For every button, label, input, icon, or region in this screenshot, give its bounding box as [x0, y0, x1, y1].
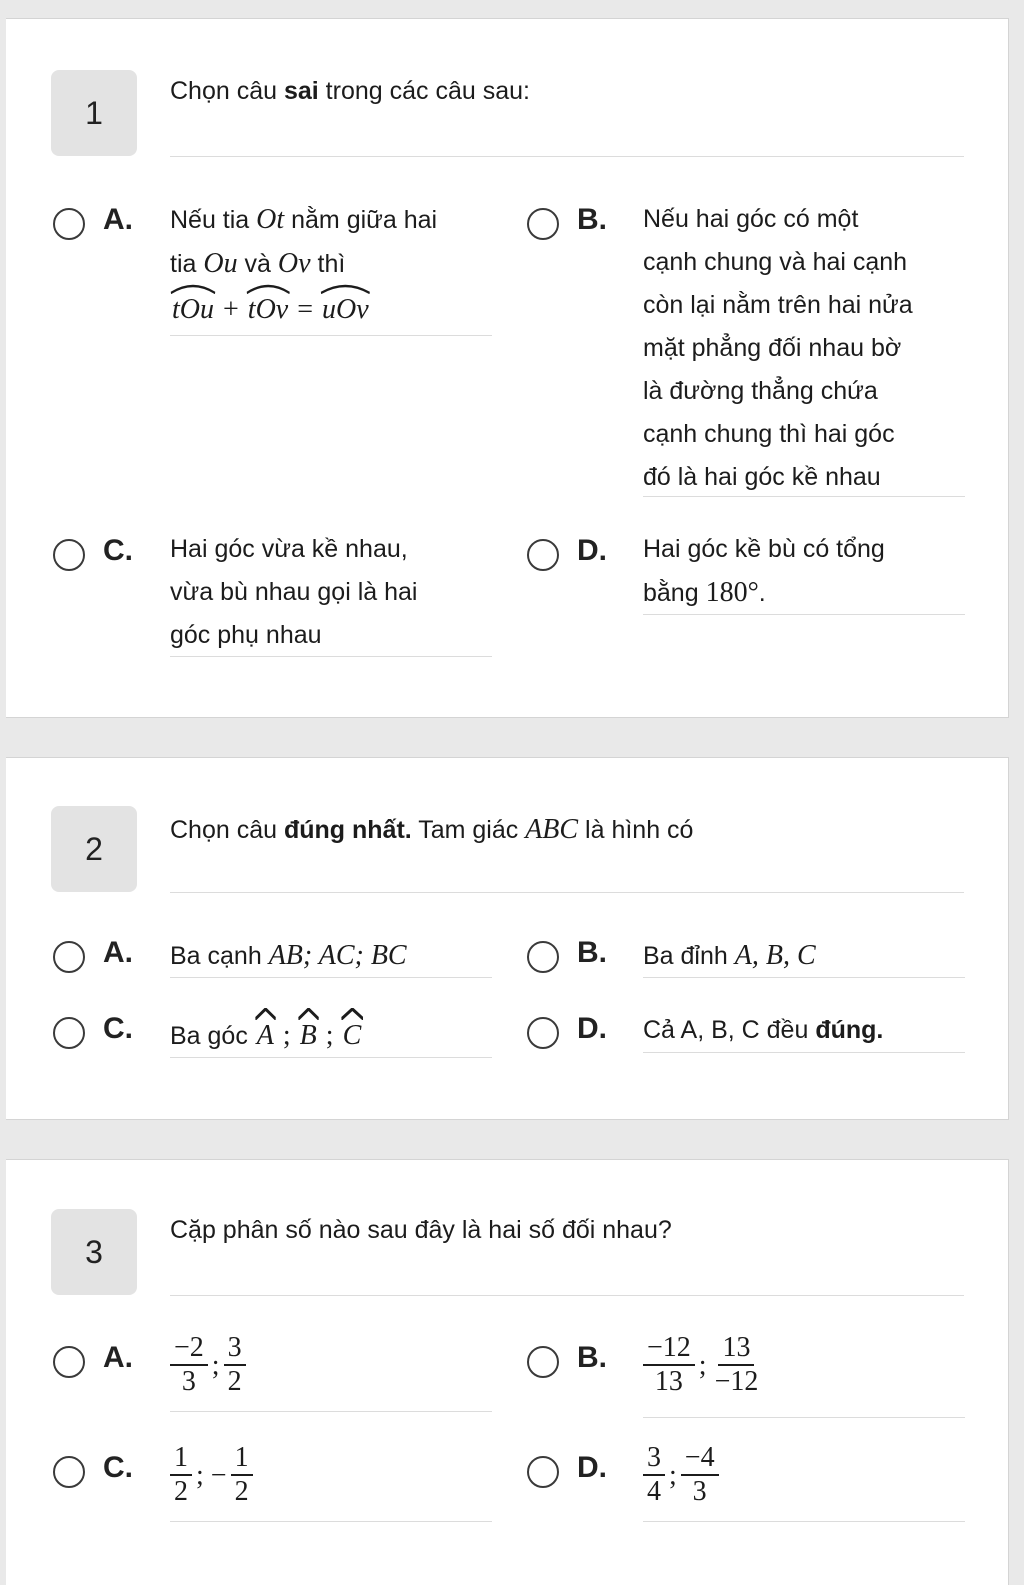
- option-a-radio[interactable]: [53, 208, 85, 240]
- angle-tov: [246, 288, 290, 331]
- option-d-text[interactable]: [643, 528, 965, 615]
- option-b-line: còn lại nằm trên hai nửa: [643, 291, 913, 319]
- option-a-label: Ba cạnh: [170, 942, 269, 970]
- option-a-letter: A.: [103, 1341, 133, 1374]
- option-d-degree-value: 180°: [705, 577, 759, 608]
- option-b-letter: B.: [577, 1341, 607, 1374]
- fraction: [681, 1442, 719, 1508]
- separator: ;: [275, 1020, 298, 1051]
- question-number-text: 2: [85, 830, 103, 867]
- angle-uov: [320, 288, 371, 331]
- option-d-underline: [643, 614, 965, 615]
- option-b-letter: B.: [577, 203, 607, 236]
- option-d-bold: đúng.: [815, 1016, 884, 1044]
- angle-uov-text: uOv: [322, 294, 369, 325]
- option-c-underline: [170, 1057, 492, 1058]
- prompt-underline: [170, 1295, 964, 1296]
- option-b-math: A, B, C: [734, 940, 816, 971]
- option-d-line: Hai góc kề bù có tổng: [643, 535, 885, 563]
- option-a-underline: [170, 335, 492, 336]
- option-d-period: .: [758, 579, 766, 607]
- denominator: 4: [647, 1476, 661, 1507]
- fraction: [711, 1332, 763, 1398]
- question-card-3: [6, 1159, 1009, 1585]
- option-a-underline: [170, 1411, 492, 1412]
- option-a-var-ot: Ot: [256, 204, 285, 235]
- denominator: 3: [181, 1366, 196, 1397]
- denominator: −12: [714, 1366, 759, 1397]
- numerator: −4: [681, 1442, 719, 1476]
- option-b-line: Nếu hai góc có một: [643, 205, 859, 233]
- option-b-line: đó là hai góc kề nhau: [643, 463, 881, 491]
- option-b-underline: [643, 977, 965, 978]
- separator: ; −: [196, 1459, 227, 1491]
- option-d-label: Cả A, B, C đều: [643, 1016, 816, 1044]
- option-c-line: góc phụ nhau: [170, 621, 322, 649]
- option-d-text[interactable]: [643, 1009, 965, 1052]
- option-b-underline: [643, 1417, 965, 1418]
- option-a-text[interactable]: [170, 198, 492, 332]
- separator: ;: [211, 1349, 220, 1381]
- option-d-letter: D.: [577, 534, 607, 567]
- equals-sign: =: [290, 294, 321, 325]
- fraction: [643, 1442, 665, 1508]
- option-a-line2-end: thì: [310, 250, 346, 278]
- option-c-text[interactable]: [170, 528, 492, 657]
- option-a-var-ou: Ou: [203, 248, 238, 279]
- question-prompt: Cặp phân số nào sau đây là hai số đối nhau?: [170, 1216, 672, 1244]
- option-d-radio[interactable]: [527, 1456, 559, 1488]
- plus-sign: +: [216, 294, 246, 325]
- option-c-underline: [170, 656, 492, 657]
- option-b-line: cạnh chung thì hai góc: [643, 420, 895, 448]
- numerator: −12: [643, 1332, 695, 1366]
- angle-tou-text: tOu: [172, 294, 214, 325]
- denominator: 13: [654, 1366, 683, 1397]
- option-b-label: Ba đỉnh: [643, 942, 735, 970]
- separator: ;: [669, 1459, 677, 1491]
- option-b-line: cạnh chung và hai cạnh: [643, 248, 908, 276]
- numerator: 1: [231, 1442, 253, 1476]
- prompt-var-abc: ABC: [525, 814, 579, 845]
- option-c-line: vừa bù nhau gọi là hai: [170, 578, 418, 606]
- question-prompt: [170, 71, 530, 111]
- option-c-radio[interactable]: [53, 1017, 85, 1049]
- option-c-text[interactable]: [170, 1014, 492, 1058]
- angle-tou: [170, 288, 216, 331]
- option-a-underline: [170, 977, 492, 978]
- fraction: [643, 1332, 695, 1398]
- prompt-bold-text: sai: [283, 77, 319, 105]
- numerator: 3: [643, 1442, 665, 1476]
- prompt-text-end: là hình có: [578, 816, 694, 844]
- option-c-label: Ba góc: [170, 1022, 255, 1050]
- option-c-radio[interactable]: [53, 1456, 85, 1488]
- option-b-letter: B.: [577, 936, 607, 969]
- fraction: [231, 1442, 253, 1508]
- option-d-text[interactable]: [643, 1442, 965, 1508]
- separator: ;: [318, 1020, 341, 1051]
- option-b-line: là đường thẳng chứa: [643, 377, 878, 405]
- question-prompt: [170, 810, 693, 850]
- denominator: 2: [234, 1476, 249, 1507]
- option-b-line: mặt phẳng đối nhau bờ: [643, 334, 902, 362]
- prompt-text-mid: Tam giác: [411, 816, 526, 844]
- option-a-letter: A.: [103, 203, 133, 236]
- option-c-letter: C.: [103, 1012, 133, 1045]
- prompt-underline: [170, 892, 964, 893]
- option-b-text[interactable]: [643, 1332, 965, 1398]
- option-d-radio[interactable]: [527, 539, 559, 571]
- fraction: [224, 1332, 246, 1398]
- option-a-text[interactable]: [170, 934, 492, 978]
- fraction: [170, 1442, 192, 1508]
- option-a-text[interactable]: [170, 1332, 492, 1398]
- prompt-text-end: trong các câu sau:: [318, 77, 530, 105]
- numerator: −2: [170, 1332, 208, 1366]
- denominator: 3: [692, 1476, 707, 1507]
- denominator: 2: [174, 1476, 188, 1507]
- question-card-2: [6, 757, 1009, 1120]
- question-card-1: [6, 18, 1009, 718]
- option-a-var-ov: Ov: [277, 248, 311, 279]
- option-a-line1-end: nằm giữa hai: [284, 206, 438, 234]
- question-number: [51, 806, 137, 892]
- question-number: [51, 1209, 137, 1295]
- prompt-text: Chọn câu: [170, 77, 284, 105]
- option-a-radio[interactable]: [53, 1346, 85, 1378]
- option-b-radio[interactable]: [527, 1346, 559, 1378]
- angle-a: [255, 1014, 276, 1057]
- fraction: [170, 1332, 208, 1398]
- question-number-text: 3: [85, 1233, 103, 1270]
- angle-a-text: A: [256, 1020, 274, 1051]
- option-c-letter: C.: [103, 534, 133, 567]
- numerator: 13: [718, 1332, 754, 1366]
- denominator: 2: [227, 1366, 242, 1397]
- option-b-radio[interactable]: [527, 208, 559, 240]
- angle-b-text: B: [299, 1020, 317, 1051]
- option-c-line: Hai góc vừa kề nhau,: [170, 535, 408, 563]
- option-d-radio[interactable]: [527, 1017, 559, 1049]
- option-c-letter: C.: [103, 1451, 133, 1484]
- option-a-line2-text: tia: [170, 250, 204, 278]
- numerator: 1: [170, 1442, 192, 1476]
- separator: ;: [698, 1349, 707, 1381]
- option-a-radio[interactable]: [53, 941, 85, 973]
- prompt-text: Chọn câu: [170, 816, 284, 844]
- option-d-letter: D.: [577, 1451, 607, 1484]
- option-b-text[interactable]: [643, 934, 965, 978]
- numerator: 3: [224, 1332, 246, 1366]
- option-a-math: AB; AC; BC: [268, 940, 407, 971]
- angle-c: [341, 1014, 364, 1057]
- option-d-letter: D.: [577, 1012, 607, 1045]
- prompt-underline: [170, 156, 964, 157]
- option-b-text[interactable]: [643, 198, 965, 499]
- angle-tov-text: tOv: [247, 294, 289, 325]
- option-d-underline: [643, 1052, 965, 1053]
- option-b-underline: [643, 496, 965, 497]
- question-number-text: 1: [85, 94, 103, 131]
- option-c-text[interactable]: [170, 1442, 492, 1508]
- prompt-bold-text: đúng nhất.: [283, 816, 412, 844]
- angle-c-text: C: [342, 1020, 362, 1051]
- option-d-underline: [643, 1521, 965, 1522]
- option-a-line2-mid: và: [237, 250, 278, 278]
- option-a-letter: A.: [103, 936, 133, 969]
- option-b-radio[interactable]: [527, 941, 559, 973]
- option-c-underline: [170, 1521, 492, 1522]
- option-c-radio[interactable]: [53, 539, 85, 571]
- angle-b: [298, 1014, 319, 1057]
- option-d-line2-text: bằng: [643, 579, 706, 607]
- option-a-line1-text: Nếu tia: [170, 206, 257, 234]
- question-number: [51, 70, 137, 156]
